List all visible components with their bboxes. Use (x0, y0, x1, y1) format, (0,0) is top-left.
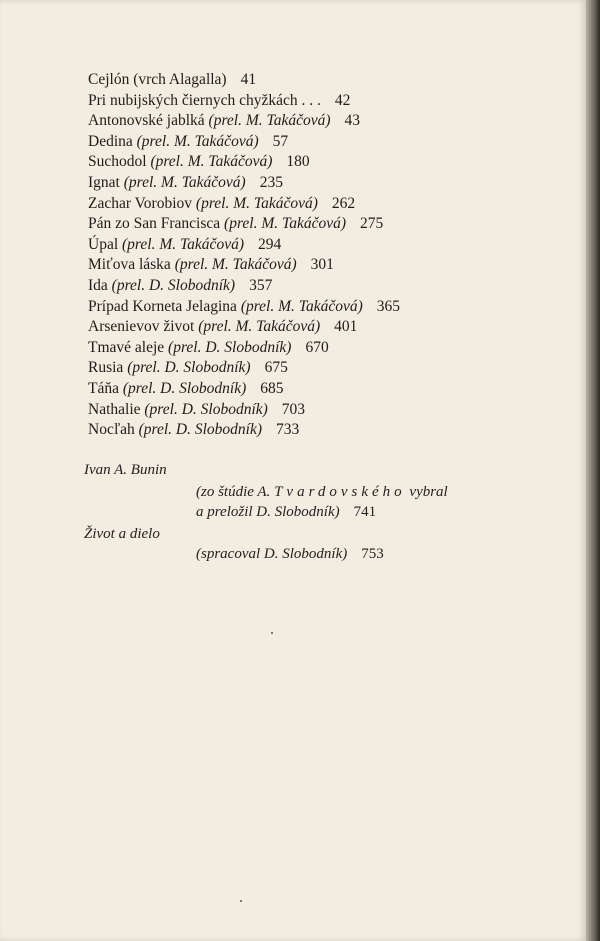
entry-page: 294 (257, 235, 282, 253)
entry-translator: (prel. D. Slobodník) (144, 400, 268, 418)
toc-entry (88, 132, 548, 153)
entry-page: 42 (334, 91, 351, 109)
entry-title: Ida (88, 276, 108, 294)
entry-page: 235 (259, 173, 283, 191)
entry-translator: (prel. M. Takáčová) (136, 132, 259, 150)
entry-title: Ignat (88, 173, 120, 191)
toc-entry (88, 276, 548, 297)
essay-note-prefix: (zo štúdie A. (196, 484, 271, 500)
entry-translator: (prel. M. Takáčová) (174, 256, 297, 274)
entry-translator: (prel. M. Takáčová) (198, 318, 321, 336)
toc-entry (88, 400, 548, 421)
toc-entry (88, 194, 548, 215)
entry-title: Nathalie (88, 400, 141, 418)
entry-page: 703 (281, 400, 306, 418)
entry-page: 670 (305, 338, 329, 356)
entry-title: Táňa (88, 379, 119, 397)
entry-page: 57 (272, 132, 289, 150)
entry-page: 262 (331, 194, 356, 212)
entry-translator: (prel. M. Takáčová) (150, 153, 273, 171)
entry-page: 675 (264, 359, 288, 377)
entry-title: Pri nubijských čiernych chyžkách . . . (88, 91, 321, 109)
entry-page: 301 (310, 256, 334, 274)
entry-title: Zachar Vorobiov (88, 194, 193, 212)
toc-entry (88, 358, 548, 379)
entry-translator: (prel. D. Slobodník) (127, 359, 251, 377)
life-note: (spracoval D. Slobodník) (196, 546, 348, 562)
essay-author: Ivan A. Bunin (84, 462, 167, 478)
entry-translator: (prel. M. Takáčová) (224, 215, 346, 233)
entry-translator: (prel. D. Slobodník) (168, 338, 292, 356)
toc-entry (88, 214, 548, 235)
entry-title: Rusia (88, 359, 124, 377)
entry-page: 43 (344, 112, 361, 130)
essay-note-suffix: vybral (409, 484, 448, 500)
entry-title: Suchodol (88, 153, 147, 171)
page-edge (586, 0, 600, 941)
entry-translator: (prel. D. Slobodník) (122, 379, 247, 397)
entry-title: Tmavé aleje (88, 338, 165, 356)
entry-title: Pán zo San Francisca (88, 215, 221, 233)
entry-title: Antonovské jablká (88, 112, 205, 130)
entry-translator: (prel. M. Takáčová) (208, 112, 331, 130)
toc-entry (88, 379, 548, 400)
toc-entry (88, 255, 548, 276)
entry-page: 401 (334, 318, 358, 336)
essay-note-line2 (196, 504, 376, 521)
entry-page: 733 (276, 421, 300, 439)
entry-translator: (prel. D. Slobodník) (138, 421, 263, 439)
life-title: Život a dielo (84, 526, 160, 542)
essay-note-text: a preložil D. Slobodník) (196, 504, 340, 520)
toc-entry (88, 420, 548, 441)
toc-entry (88, 235, 548, 256)
entry-translator: (prel. M. Takáčová) (240, 297, 363, 315)
toc-entry (88, 111, 548, 132)
entry-translator: (prel. M. Takáčová) (122, 235, 244, 253)
entry-translator: (prel. M. Takáčová) (195, 194, 318, 212)
entry-title: Cejlón (vrch Alagalla) (88, 71, 227, 88)
entry-page: 275 (360, 215, 384, 233)
entry-page: 357 (249, 276, 273, 294)
entry-translator: (prel. D. Slobodník) (111, 276, 236, 294)
life-note-line (196, 546, 384, 563)
toc-entry (88, 338, 548, 359)
essay-note-line1 (196, 484, 448, 501)
entry-page: 685 (260, 379, 284, 397)
toc-entry (88, 152, 548, 173)
entry-page: 180 (286, 153, 310, 171)
entry-page: 41 (240, 71, 257, 88)
entry-title: Miťova láska (88, 256, 171, 274)
entry-title: Úpal (88, 235, 119, 253)
paper-speck (240, 900, 242, 902)
entry-title: Dedina (88, 132, 133, 150)
entry-title: Prípad Korneta Jelagina (88, 297, 237, 315)
toc-entry (88, 91, 548, 112)
toc-entry (88, 317, 548, 338)
entry-page: 365 (376, 297, 401, 315)
life-page: 753 (361, 546, 384, 562)
entry-translator: (prel. M. Takáčová) (123, 173, 246, 191)
table-of-contents (88, 70, 548, 441)
toc-entry (88, 70, 548, 91)
essay-note-name: Tvardovského (274, 484, 406, 500)
toc-entry (88, 173, 548, 194)
entry-title: Arsenievov život (88, 318, 195, 336)
entry-title: Nocľah (88, 421, 135, 439)
toc-entry (88, 297, 548, 318)
paper-speck (271, 632, 273, 634)
essay-page: 741 (353, 504, 377, 520)
